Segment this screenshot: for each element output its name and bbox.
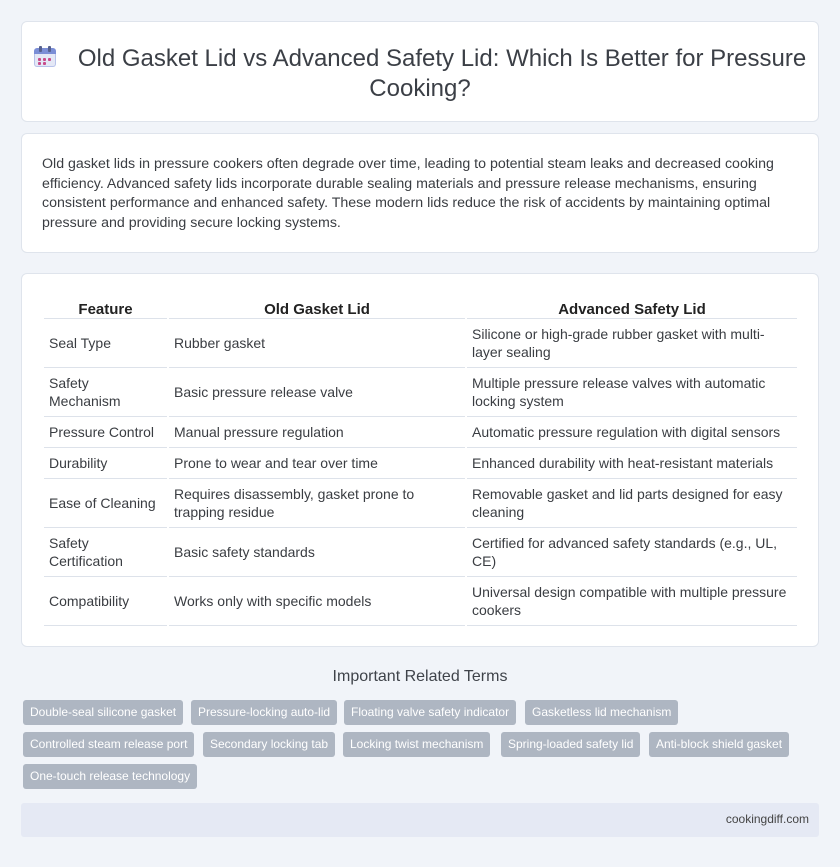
- term-tag[interactable]: Double-seal silicone gasket: [23, 700, 183, 725]
- table-row: [44, 528, 797, 577]
- table-row: [44, 417, 797, 448]
- cell-old: Manual pressure regulation: [169, 417, 465, 448]
- cell-advanced: Multiple pressure release valves with automatic locking system: [467, 368, 797, 417]
- footer: [21, 803, 819, 837]
- site-link[interactable]: cookingdiff.com: [725, 812, 809, 826]
- cell-advanced: Silicone or high-grade rubber gasket with multi-layer sealing: [467, 319, 797, 368]
- page-title: Old Gasket Lid vs Advanced Safety Lid: Which Is Better for Pressure Cooking?: [77, 45, 807, 102]
- header-old-gasket-lid: Old Gasket Lid: [169, 295, 465, 319]
- term-tag[interactable]: Pressure-locking auto-lid: [191, 700, 337, 725]
- header-feature: Feature: [44, 295, 167, 319]
- calendar-icon: [34, 46, 56, 68]
- intro-card: [21, 133, 819, 253]
- cell-advanced: Removable gasket and lid parts designed for easy cleaning: [467, 479, 797, 528]
- term-tag[interactable]: Gasketless lid mechanism: [525, 700, 678, 725]
- term-tag[interactable]: Locking twist mechanism: [343, 732, 490, 757]
- term-tag[interactable]: Spring-loaded safety lid: [501, 732, 640, 757]
- cell-feature: Compatibility: [44, 577, 167, 626]
- page-title-wrap: [22, 44, 818, 104]
- term-tag[interactable]: Anti-block shield gasket: [649, 732, 789, 757]
- table-row: [44, 577, 797, 626]
- cell-old: Basic pressure release valve: [169, 368, 465, 417]
- table-row: [44, 479, 797, 528]
- table-row: [44, 368, 797, 417]
- cell-feature: Durability: [44, 448, 167, 479]
- cell-advanced: Universal design compatible with multiple pressure cookers: [467, 577, 797, 626]
- title-card: [21, 21, 819, 122]
- term-tag[interactable]: Floating valve safety indicator: [344, 700, 516, 725]
- cell-advanced: Automatic pressure regulation with digital sensors: [467, 417, 797, 448]
- cell-feature: Pressure Control: [44, 417, 167, 448]
- cell-old: Requires disassembly, gasket prone to trapping residue: [169, 479, 465, 528]
- term-tag[interactable]: Secondary locking tab: [203, 732, 335, 757]
- related-terms-title: Important Related Terms: [332, 668, 508, 685]
- intro-paragraph: Old gasket lids in pressure cookers often degrade over time, leading to potential steam leaks and decreased cooking efficiency. Advanced safety lids incorporate durable sealing materials and pressure release mechanisms, ensuring consistent performance and enhanced safety. These modern lids reduce the risk of accidents by maintaining optimal pressure and providing secure locking systems.: [42, 156, 774, 231]
- cell-old: Works only with specific models: [169, 577, 465, 626]
- cell-feature: Seal Type: [44, 319, 167, 368]
- cell-old: Prone to wear and tear over time: [169, 448, 465, 479]
- cell-old: Rubber gasket: [169, 319, 465, 368]
- cell-old: Basic safety standards: [169, 528, 465, 577]
- cell-feature: Ease of Cleaning: [44, 479, 167, 528]
- term-tag[interactable]: Controlled steam release port: [23, 732, 194, 757]
- comparison-table: [42, 295, 799, 626]
- table-row: [44, 319, 797, 368]
- header-advanced-safety-lid: Advanced Safety Lid: [467, 295, 797, 319]
- term-tag[interactable]: One-touch release technology: [23, 764, 197, 789]
- cell-advanced: Enhanced durability with heat-resistant materials: [467, 448, 797, 479]
- cell-feature: Safety Mechanism: [44, 368, 167, 417]
- comparison-card: [21, 273, 819, 647]
- cell-feature: Safety Certification: [44, 528, 167, 577]
- table-row: [44, 448, 797, 479]
- cell-advanced: Certified for advanced safety standards (e.g., UL, CE): [467, 528, 797, 577]
